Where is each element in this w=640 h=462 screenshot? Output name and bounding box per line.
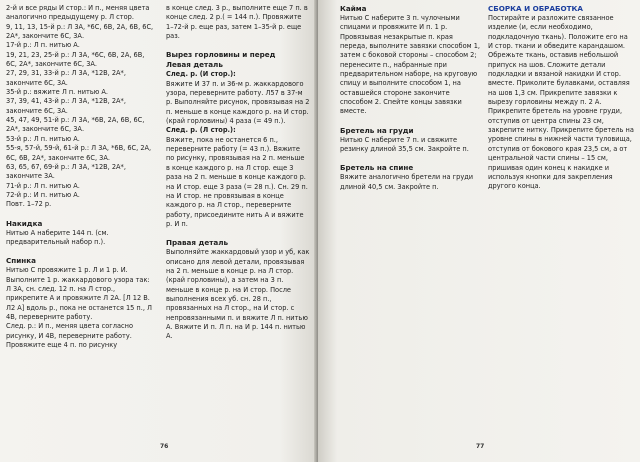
heading-right-detail: Правая деталь [166, 238, 229, 248]
paragraph: Нитью С наберите 3 п. чулочными спицами и провяжите И п. 1 р. Провязывая незакрытые п. края переда, выполните завязки способом 1, затем с боковой стороны – способом 2; перенесите п., набранные при предварительном наборе, на круговую спицу и выполните способом 1, на оставшейся стороне закончите способом 2. Спейте концы завязки вместе. [340, 14, 481, 116]
left-column-2 [166, 4, 310, 342]
instruction-row: 17-й р.: Л п. нитью А. [6, 41, 80, 50]
page-number-left: 76 [160, 443, 169, 450]
instruction-row: 53-й р.: Л п. нитью А. [6, 134, 80, 143]
subheading: След. р. (И стор.): [166, 70, 236, 79]
left-column-1 [6, 4, 154, 350]
paragraph: Выполните 1 р. жаккардового узора так: Л 3А, сн. след. 12 п. на Л стор., прикрепите А и провяжите Л 2А. [Л 12 В. Л2 А] вдоль р., пока не останется 15 п., Л 4В, переверните работу. [6, 275, 152, 321]
instruction-row: 2-й и все ряды И стор.: И п., меняя цвета аналогично предыдущему р. Л стор. [6, 4, 150, 22]
right-column-2 [488, 4, 634, 192]
paragraph: Выполняйте жаккардовый узор и уб, как описано для левой детали, провязывая на 2 п. меньше в конце р. на Л стор. (край горловины), а затем на 3 п. меньше в конце р. на И стор. После выполнения всех уб. сн. 28 п., провязанных на Л стор., на И стор. с непровязанными п. и вяжите Л п. нитью А. Вяжите И п. Л п. на И р. 144 п. нитью А. [166, 248, 310, 341]
paragraph: в конце след. 3 р., выполните еще 7 п. в конце след. 2 р.( = 144 п.). Провяжите 1–72-й р. еще раз, затем 1–35-й р. еще раз. [166, 4, 308, 41]
heading-kaima: Кайма [340, 4, 367, 13]
paragraph: След. р.: И п., меняя цвета согласно рисунку, И 4В, переверните работу. Провяжите еще 4 п. по рисунку [6, 322, 133, 349]
instruction-row: 63, 65, 67, 69-й р.: Л 3А, *12В, 2А*, закончите 3А. [6, 162, 126, 181]
instruction-row: 55-я, 57-й, 59-й, 61-й р.: Л 3А, *6В, 6С, 2А, 6С, 6В, 2А*, закончите 6С, 3А. [6, 144, 152, 162]
paragraph: Постирайте и разложите связанное изделие (и, если необходимо, подкладочную ткань). Положите его на И стор. ткани и обведите карандашом. Обрежьте ткань, оставив небольшой припуск на шов. Сложите детали подкладки и вязаной накидки И стор. вместе. Приколите булавками, оставляя на шов 1,3 см. Прикрепите завязки к вырезу горловины между п. 2 А. Прикрепите бретель на уровне груди, отступив от центра спины 23 см, закрепите нитку. Прикрепите бретель на уровне спины в нижней части туловища, отступив от бокового края 23,5 см, а от центральной части спины – 15 см, пришивая один конец к накидке и используя кнопки для закрепления другого конца. [488, 14, 634, 191]
instruction-row: 72-й р.: И п. нитью А. [6, 190, 80, 199]
instruction-row: 45, 47, 49, 51-й р.: Л 3А, *6В, 2А, 6В, 6С, 2А*, закончите 6С, 3А. [6, 116, 145, 134]
heading-bretel-chest: Бретель на груди [340, 125, 414, 135]
heading-bretel-back: Бретель на спине [340, 163, 414, 173]
instruction-row: 27, 29, 31, 33-й р.: Л 3А, *12В, 2А*, закончите 6С, 3А. [6, 69, 126, 87]
paragraph: Нитью С провяжите 1 р. Л и 1 р. И. [6, 266, 128, 275]
paragraph: Вяжите, пока не останется 6 п., переверните работу (= 43 п.). Вяжите по рисунку, провязывая на 2 п. меньше в конце каждого р. на Л стор. еще 3 раза на 2 п. меньше в конце каждого р. на И стор. еще 3 раза (= 28 п.). Сн. 29 п. на И стор. не провязывая в конце каждого р. на Л стор., переверните работу, присоедините нить А и вяжите р. И п. [166, 135, 308, 228]
left-page [0, 0, 318, 462]
paragraph: Нитью С наберите 7 п. и свяжите резинку длиной 35,5 см. Закройте п. [340, 135, 469, 154]
paragraph: Вяжите И 37 п. и 36-м р. жаккардового узора, переверните работу. Л57 в 37-м р. Выполняйте рисунок, провязывая на 2 п. меньше в конце каждого р. на И стор. (край горловины) 4 раза (= 49 п.). [166, 79, 310, 126]
subheading: След. р. (Л стор.): [166, 126, 236, 135]
instruction-row: 37, 39, 41, 43-й р.: Л 3А, *12В, 2А*, закончите 6С, 3А. [6, 97, 126, 115]
heading-nakidka: Накидка [6, 218, 43, 228]
instruction-row: 9, 11, 13, 15-й р.: Л 3А, *6С, 6В, 2А, 6В, 6С, 2А*, закончите 6С, 3А. [6, 22, 154, 41]
instruction-row: Повт. 1–72 р. [6, 200, 52, 209]
heading-vyrez: Вырез горловины и перед [166, 50, 276, 60]
instruction-row: 35-й р.: вяжите Л п. нитью А. [6, 88, 108, 97]
page-number-right: 77 [476, 443, 485, 450]
paragraph: Нитью А наберите 144 п. (см. предварительный набор п.). [6, 228, 109, 246]
right-column-1 [340, 4, 482, 192]
instruction-row: 19, 21, 23, 25-й р.: Л 3А, *6С, 6В, 2А, 6В, 6С, 2А*, закончите 6С, 3А. [6, 50, 145, 69]
heading-left-detail: Левая деталь [166, 60, 223, 70]
instruction-row: 71-й р.: Л п. нитью А. [6, 181, 80, 190]
heading-assembly: СБОРКА И ОБРАБОТКА [488, 4, 583, 13]
heading-spinka: Спинка [6, 256, 36, 266]
paragraph: Вяжите аналогично бретели на груди длиной 40,5 см. Закройте п. [340, 173, 474, 191]
